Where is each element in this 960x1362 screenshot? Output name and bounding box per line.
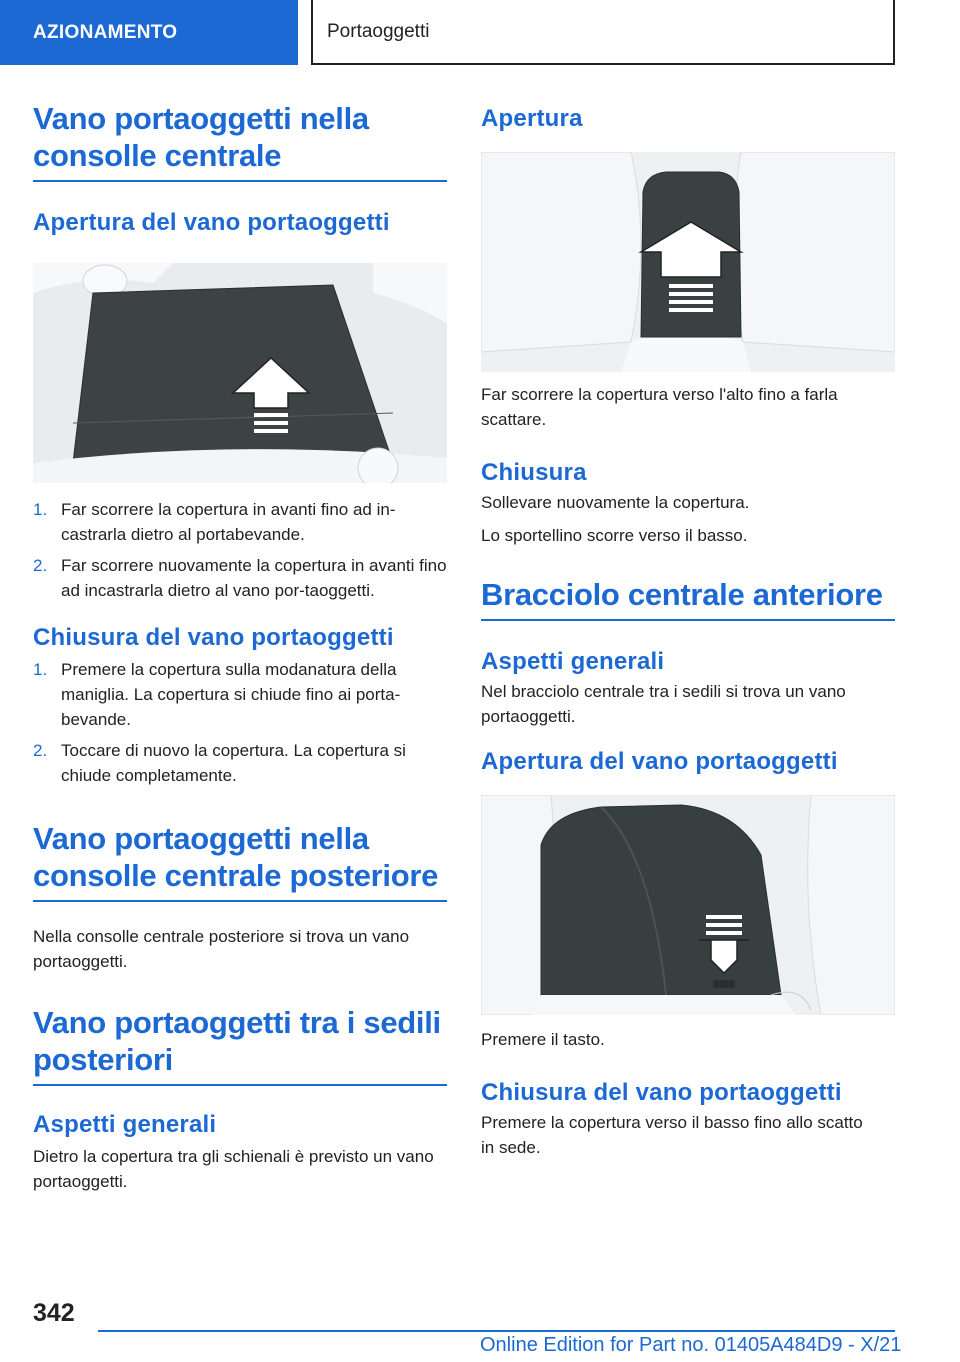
divider <box>33 180 447 182</box>
paragraph-rear-console: Nella consolle centrale posteriore si trova un vano portaoggetti. <box>33 927 410 971</box>
heading-open-storage: Apertura del vano portaoggetti <box>33 209 390 236</box>
page-number: 342 <box>33 1299 75 1327</box>
heading-center-console: Vano portaoggetti nella consolle centrale <box>33 101 369 173</box>
heading-open-armrest: Apertura del vano portaoggetti <box>481 748 838 775</box>
paragraph-armrest-general: Nel bracciolo centrale tra i sedili si trova un vano portaoggetti. <box>481 682 846 726</box>
paragraph-opening: Far scorrere la copertura verso l'alto fino a farla scattare. <box>481 385 838 429</box>
left-column <box>33 100 447 1194</box>
center-console-opening-illustration <box>33 263 447 483</box>
heading-close-storage: Chiusura del vano portaoggetti <box>33 624 394 651</box>
open-steps-list <box>33 497 447 603</box>
paragraph-close-armrest: Premere la copertura verso il basso fino allo scatto in sede. <box>481 1113 863 1157</box>
edition-text: Online Edition for Part no. 01405A484D9 - X/21 <box>480 1334 902 1356</box>
armrest-opening-illustration <box>481 795 895 1015</box>
section-tab: AZIONAMENTO <box>0 0 298 65</box>
list-item: 1. Far scorrere la copertura in avanti fino ad in-castrarla dietro al portabevande. <box>33 500 396 544</box>
rear-storage-opening-illustration <box>481 152 895 372</box>
paragraph-closing-1: Sollevare nuovamente la copertura. <box>481 493 750 512</box>
heading-general: Aspetti generali <box>33 1111 217 1138</box>
paragraph-closing-2: Lo sportellino scorre verso il basso. <box>481 526 748 545</box>
heading-front-armrest: Bracciolo centrale anteriore <box>481 576 895 621</box>
list-item: 2. Toccare di nuovo la copertura. La copertura si chiude completamente. <box>33 741 406 785</box>
right-column <box>481 100 895 1160</box>
heading-rear-console: Vano portaoggetti nella consolle centrale posteriore <box>33 820 447 902</box>
page-title-box <box>311 0 895 65</box>
list-item: 2. Far scorrere nuovamente la copertura in avanti fino ad incastrarla dietro al vano por-taoggetti. <box>33 556 447 600</box>
page-title: Portaoggetti <box>327 20 430 42</box>
heading-general-armrest: Aspetti generali <box>481 648 665 675</box>
paragraph-rear-seats: Dietro la copertura tra gli schienali è previsto un vano portaoggetti. <box>33 1147 434 1191</box>
heading-opening: Apertura <box>481 105 583 132</box>
list-item: 1. Premere la copertura sulla modanatura della maniglia. La copertura si chiude fino ai porta-bevande. <box>33 660 401 729</box>
heading-close-armrest: Chiusura del vano portaoggetti <box>481 1079 842 1106</box>
footer-divider <box>98 1330 895 1332</box>
close-steps-list <box>33 657 447 788</box>
heading-rear-seats: Vano portaoggetti tra i sedili posteriori <box>33 1004 447 1086</box>
paragraph-open-armrest: Premere il tasto. <box>481 1030 605 1049</box>
heading-closing: Chiusura <box>481 459 587 486</box>
